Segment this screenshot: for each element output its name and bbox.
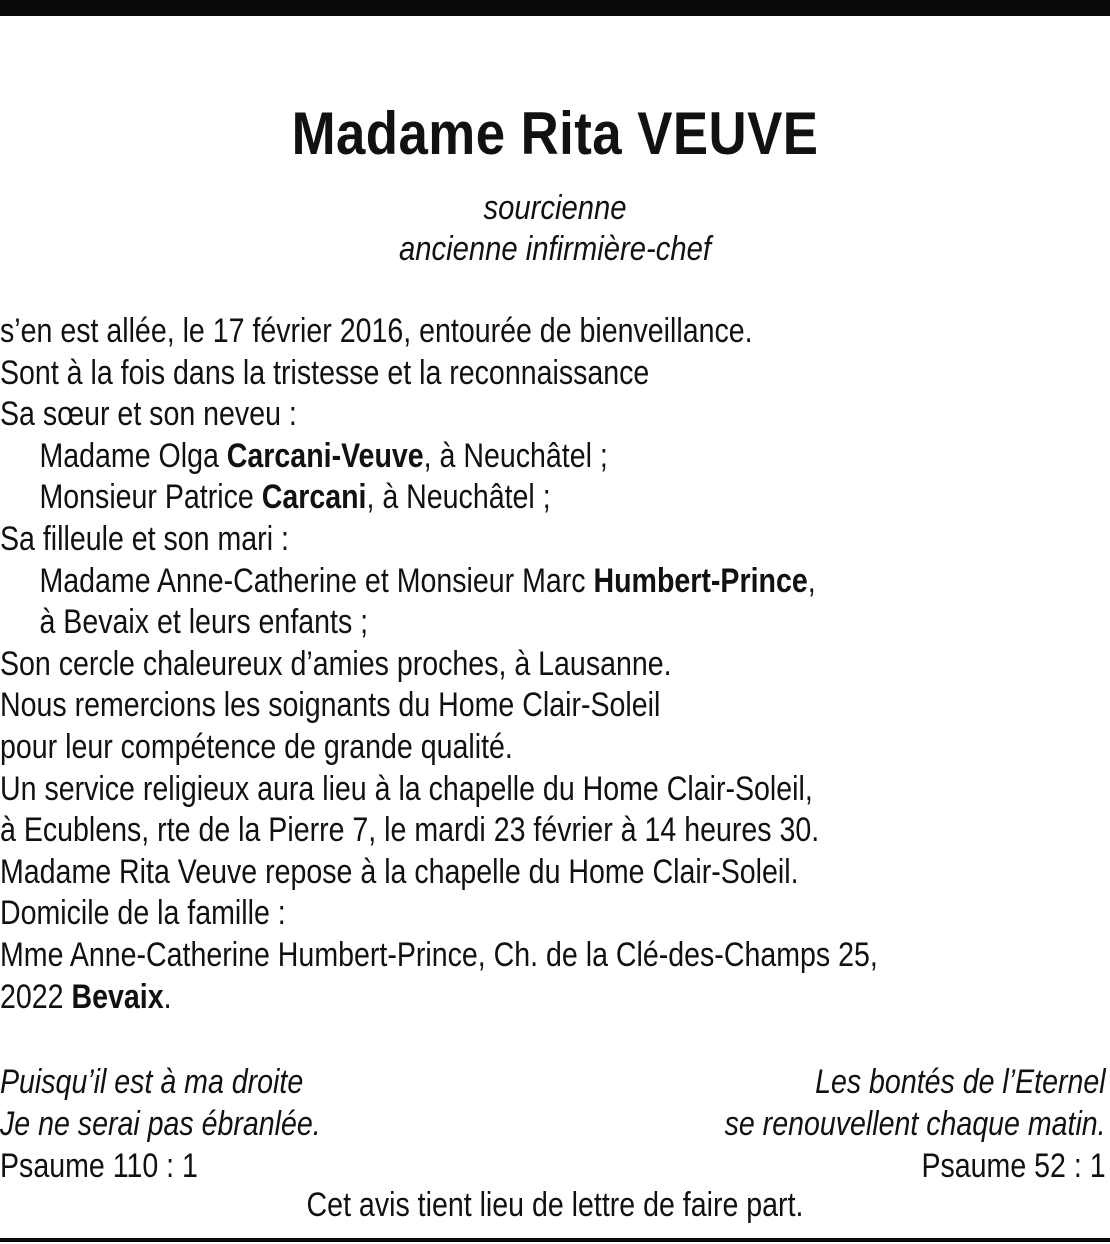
- body-line: Sont à la fois dans la tristesse et la reconnaissance: [0, 353, 650, 392]
- footer-notice: Cet avis tient lieu de lettre de faire part.: [306, 1186, 804, 1224]
- family-member-line: Monsieur Patrice Carcani, à Neuchâtel ;: [39, 478, 551, 517]
- body-line: Un service religieux aura lieu à la chapelle du Home Clair-Soleil,: [0, 769, 813, 808]
- top-rule: [0, 0, 1110, 16]
- verse-right-line: Les bontés de l’Eternel: [815, 1063, 1106, 1101]
- body-line: Nous remercions les soignants du Home Clair-Soleil: [0, 686, 661, 725]
- announcement-body: [0, 311, 1110, 1018]
- deceased-name-title: Madame Rita VEUVE: [291, 100, 819, 167]
- family-member-line: Madame Olga Carcani-Veuve, à Neuchâtel ;: [39, 436, 608, 475]
- body-line: s’en est allée, le 17 février 2016, entourée de bienveillance.: [0, 312, 753, 350]
- family-surname: Carcani-Veuve: [226, 436, 424, 475]
- family-member-line: Madame Anne-Catherine et Monsieur Marc Humbert-Prince,: [39, 561, 816, 600]
- verse-left-line: Je ne serai pas ébranlée.: [0, 1105, 321, 1143]
- verse-left-line: Puisqu’il est à ma droite: [0, 1063, 304, 1101]
- verse-right-line: se renouvellent chaque matin.: [724, 1105, 1106, 1143]
- subtitle-profession: ancienne infirmière-chef: [398, 230, 712, 268]
- city-name: Bevaix: [71, 977, 164, 1016]
- body-line: Sa sœur et son neveu :: [0, 395, 297, 434]
- verse-left-reference: Psaume 110 : 1: [0, 1147, 198, 1185]
- verse-right-reference: Psaume 52 : 1: [921, 1147, 1106, 1185]
- family-member-line: à Bevaix et leurs enfants ;: [39, 603, 369, 642]
- body-line: Madame Rita Veuve repose à la chapelle du Home Clair-Soleil.: [0, 852, 799, 891]
- family-surname: Humbert-Prince: [593, 561, 808, 600]
- body-line: pour leur compétence de grande qualité.: [0, 727, 513, 766]
- address-city-line: 2022 Bevaix.: [0, 977, 172, 1016]
- bottom-rule: [0, 1238, 1110, 1242]
- body-line: Mme Anne-Catherine Humbert-Prince, Ch. de la Clé-des-Champs 25,: [0, 935, 878, 974]
- verse-right: [652, 1061, 1106, 1187]
- subtitle-origin: sourcienne: [483, 189, 627, 227]
- body-line: à Ecublens, rte de la Pierre 7, le mardi 23 février à 14 heures 30.: [0, 811, 820, 850]
- verse-left: [0, 1061, 382, 1187]
- body-line: Sa filleule et son mari :: [0, 519, 289, 558]
- family-surname: Carcani: [261, 478, 367, 517]
- body-line: Domicile de la famille :: [0, 894, 286, 933]
- body-line: Son cercle chaleureux d’amies proches, à Lausanne.: [0, 644, 672, 683]
